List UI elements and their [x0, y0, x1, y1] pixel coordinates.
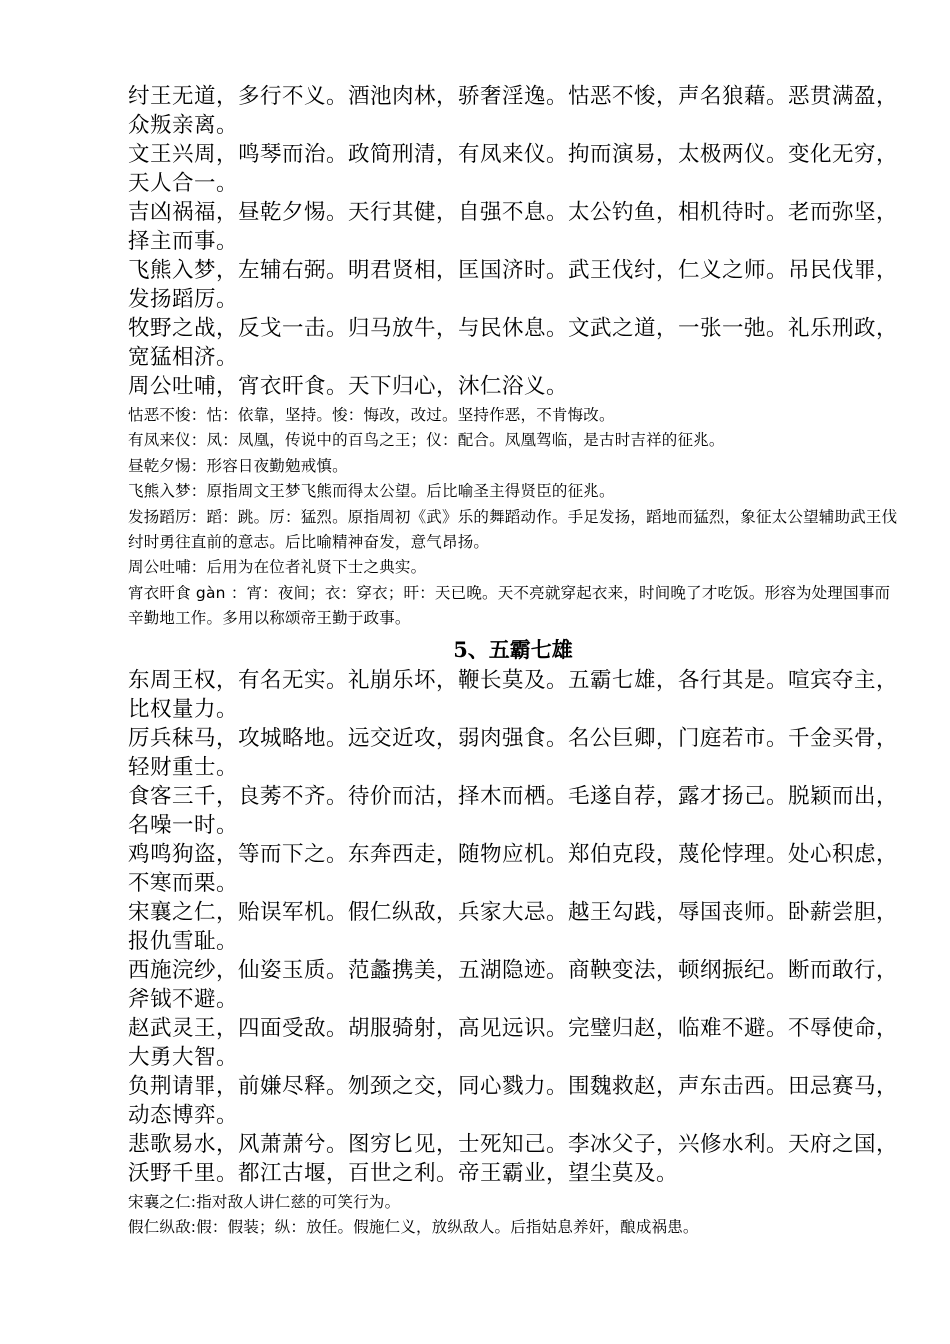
verse-paragraph: 厉兵秣马，攻城略地。远交近攻，弱肉强食。名公巨卿，门庭若市。千金买骨，轻财重士。 — [128, 725, 899, 780]
annotation: 飞熊入梦：原指周文王梦飞熊而得太公望。后比喻圣主得贤臣的征兆。 — [128, 482, 615, 501]
annotation: 怙恶不悛：怙：依靠，坚持。悛：悔改，改过。坚持作恶，不肯悔改。 — [128, 406, 615, 424]
verse-paragraph: 纣王无道，多行不义。酒池肉林，骄奢淫逸。怙恶不悛，声名狼藉。恶贯满盈，众叛亲离。 — [128, 84, 899, 138]
verse-section-1 — [128, 82, 898, 401]
verse-paragraph: 周公吐哺，宵衣旰食。天下归心，沐仁浴义。 — [128, 374, 569, 399]
annotation: 昼乾夕惕：形容日夜勤勉戒慎。 — [128, 456, 348, 475]
annotation: 宋襄之仁:指对敌人讲仁慈的可笑行为。 — [128, 1192, 401, 1211]
verse-paragraph: 文王兴周，鸣琴而治。政简刑清，有凤来仪。拘而演易，太极两仪。变化无穷，天人合一。 — [128, 142, 899, 196]
verse-paragraph: 负荆请罪，前嫌尽释。刎颈之交，同心戮力。围魏救赵，声东击西。田忌赛马，动态博弈。 — [128, 1073, 899, 1128]
annotation-list-2 — [128, 1190, 898, 1241]
annotation: 发扬蹈厉：蹈：跳。厉：猛烈。原指周初《武》乐的舞蹈动作。手足发扬，蹈地而猛烈，象征太公望辅助武王伐纣时勇往直前的意志。后比喻精神奋发，意气昂扬。 — [128, 507, 898, 552]
verse-paragraph: 宋襄之仁，贻误军机。假仁纵敌，兵家大忌。越王勾践，辱国丧师。卧薪尝胆，报仇雪耻。 — [128, 899, 899, 954]
verse-paragraph: 牧野之战，反戈一击。归马放牛，与民休息。文武之道，一张一弛。礼乐刑政，宽猛相济。 — [128, 316, 899, 370]
verse-paragraph: 飞熊入梦，左辅右弼。明君贤相，匡国济时。武王伐纣，仁义之师。吊民伐罪，发扬蹈厉。 — [128, 258, 899, 312]
verse-paragraph: 食客三千，良莠不齐。待价而沽，择木而栖。毛遂自荐，露才扬己。脱颖而出，名噪一时。 — [128, 783, 899, 838]
annotation-list-1 — [128, 403, 898, 632]
verse-paragraph: 鸡鸣狗盗，等而下之。东奔西走，随物应机。郑伯克段，蔑伦悖理。处心积虑，不寒而栗。 — [128, 841, 899, 896]
annotation: 假仁纵敌:假：假装；纵：放任。假施仁义，放纵敌人。后指姑息养奸，酿成祸患。 — [128, 1218, 699, 1237]
verse-paragraph: 东周王权，有名无实。礼崩乐坏，鞭长莫及。五霸七雄，各行其是。喧宾夺主，比权量力。 — [128, 667, 899, 722]
annotation: 周公吐哺：后用为在位者礼贤下士之典实。 — [128, 558, 427, 577]
verse-paragraph: 西施浣纱，仙姿玉质。范蠡携美，五湖隐迹。商鞅变法，顿纲振纪。断而敢行，斧钺不避。 — [128, 957, 899, 1012]
verse-section-2 — [128, 666, 898, 1188]
annotation: 宵衣旰食 gàn ：宵：夜间；衣：穿衣；旰：天已晚。天不亮就穿起衣来，时间晚了才吃饭。形容为处理国事而辛勤地工作。多用以称颂帝王勤于政事。 — [128, 583, 891, 628]
verse-paragraph: 吉凶祸福，昼乾夕惕。天行其健，自强不息。太公钓鱼，相机待时。老而弥坚，择主而事。 — [128, 200, 899, 254]
verse-paragraph: 悲歌易水，风萧萧兮。图穷匕见，士死知己。李冰父子，兴修水利。天府之国，沃野千里。都江古堰，百世之利。帝王霸业，望尘莫及。 — [128, 1131, 899, 1186]
annotation: 有凤来仪：凤：凤凰，传说中的百鸟之王；仪：配合。凤凰驾临，是古时吉祥的征兆。 — [128, 431, 725, 450]
document-page — [128, 82, 898, 1240]
section-title: 5、五霸七雄 — [453, 636, 573, 662]
verse-paragraph: 赵武灵王，四面受敌。胡服骑射，高见远识。完璧归赵，临难不避。不辱使命，大勇大智。 — [128, 1015, 899, 1070]
